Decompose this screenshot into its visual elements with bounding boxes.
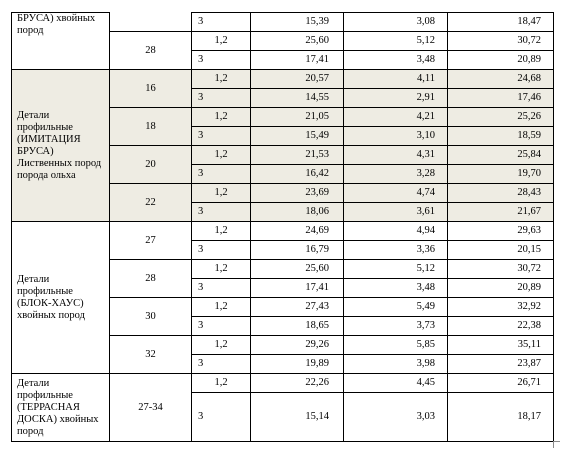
length-cell: 1,2: [192, 32, 251, 51]
price-cell: 16,42: [251, 165, 344, 184]
price-cell: 18,06: [251, 203, 344, 222]
price-cell: 15,14: [251, 393, 344, 442]
price-table: [11, 12, 554, 442]
vat-cell: 5,12: [344, 260, 448, 279]
price-cell: 21,05: [251, 108, 344, 127]
length-cell: 1,2: [192, 146, 251, 165]
length-cell: 3: [192, 203, 251, 222]
total-cell: 18,47: [448, 13, 554, 32]
price-cell: 21,53: [251, 146, 344, 165]
page-corner-mark: [553, 441, 560, 448]
price-cell: 15,49: [251, 127, 344, 146]
length-cell: 1,2: [192, 108, 251, 127]
vat-cell: 3,48: [344, 51, 448, 70]
vat-cell: 3,03: [344, 393, 448, 442]
price-cell: 22,26: [251, 374, 344, 393]
vat-cell: 3,08: [344, 13, 448, 32]
vat-cell: 3,73: [344, 317, 448, 336]
total-cell: 20,89: [448, 279, 554, 298]
length-cell: 3: [192, 165, 251, 184]
length-cell: 1,2: [192, 298, 251, 317]
vat-cell: 4,31: [344, 146, 448, 165]
thickness-cell: 27: [110, 222, 192, 260]
vat-cell: 4,11: [344, 70, 448, 89]
total-cell: 22,38: [448, 317, 554, 336]
thickness-cell: 32: [110, 336, 192, 374]
thickness-cell: 18: [110, 108, 192, 146]
thickness-cell: 20: [110, 146, 192, 184]
thickness-cell: [110, 13, 192, 32]
total-cell: 24,68: [448, 70, 554, 89]
total-cell: 17,46: [448, 89, 554, 108]
product-name-cell: Детали профильные (БЛОК-ХАУС) хвойных пород: [12, 222, 110, 374]
total-cell: 35,11: [448, 336, 554, 355]
total-cell: 20,15: [448, 241, 554, 260]
total-cell: 23,87: [448, 355, 554, 374]
thickness-cell: 28: [110, 32, 192, 70]
length-cell: 3: [192, 393, 251, 442]
price-cell: 25,60: [251, 32, 344, 51]
vat-cell: 3,28: [344, 165, 448, 184]
product-name-cell: Детали профильные (ИМИТАЦИЯ БРУСА) Лиственных пород породa ольха: [12, 70, 110, 222]
vat-cell: 4,45: [344, 374, 448, 393]
total-cell: 21,67: [448, 203, 554, 222]
length-cell: 3: [192, 241, 251, 260]
vat-cell: 5,49: [344, 298, 448, 317]
total-cell: 25,26: [448, 108, 554, 127]
total-cell: 20,89: [448, 51, 554, 70]
vat-cell: 4,74: [344, 184, 448, 203]
total-cell: 32,92: [448, 298, 554, 317]
vat-cell: 3,98: [344, 355, 448, 374]
price-cell: 14,55: [251, 89, 344, 108]
length-cell: 3: [192, 51, 251, 70]
thickness-cell: 27-34: [110, 374, 192, 442]
total-cell: 29,63: [448, 222, 554, 241]
length-cell: 1,2: [192, 260, 251, 279]
price-cell: 17,41: [251, 279, 344, 298]
length-cell: 3: [192, 355, 251, 374]
thickness-cell: 28: [110, 260, 192, 298]
length-cell: 1,2: [192, 70, 251, 89]
thickness-cell: 16: [110, 70, 192, 108]
price-cell: 23,69: [251, 184, 344, 203]
product-name-cell: БРУСА) хвойных пород: [12, 13, 110, 70]
length-cell: 3: [192, 317, 251, 336]
price-cell: 15,39: [251, 13, 344, 32]
length-cell: 1,2: [192, 336, 251, 355]
product-name-cell: Детали профильные (ТЕРРАСНАЯ ДОСКА) хвойных пород: [12, 374, 110, 442]
length-cell: 1,2: [192, 184, 251, 203]
length-cell: 3: [192, 127, 251, 146]
price-cell: 29,26: [251, 336, 344, 355]
total-cell: 30,72: [448, 260, 554, 279]
vat-cell: 4,94: [344, 222, 448, 241]
length-cell: 3: [192, 279, 251, 298]
thickness-cell: 30: [110, 298, 192, 336]
total-cell: 25,84: [448, 146, 554, 165]
vat-cell: 5,85: [344, 336, 448, 355]
price-cell: 19,89: [251, 355, 344, 374]
vat-cell: 3,10: [344, 127, 448, 146]
vat-cell: 2,91: [344, 89, 448, 108]
length-cell: 3: [192, 13, 251, 32]
total-cell: 28,43: [448, 184, 554, 203]
total-cell: 26,71: [448, 374, 554, 393]
price-cell: 27,43: [251, 298, 344, 317]
vat-cell: 4,21: [344, 108, 448, 127]
price-cell: 25,60: [251, 260, 344, 279]
vat-cell: 3,61: [344, 203, 448, 222]
vat-cell: 3,36: [344, 241, 448, 260]
vat-cell: 5,12: [344, 32, 448, 51]
length-cell: 3: [192, 89, 251, 108]
price-cell: 18,65: [251, 317, 344, 336]
length-cell: 1,2: [192, 374, 251, 393]
length-cell: 1,2: [192, 222, 251, 241]
total-cell: 18,17: [448, 393, 554, 442]
total-cell: 30,72: [448, 32, 554, 51]
price-cell: 16,79: [251, 241, 344, 260]
vat-cell: 3,48: [344, 279, 448, 298]
price-cell: 20,57: [251, 70, 344, 89]
price-cell: 24,69: [251, 222, 344, 241]
thickness-cell: 22: [110, 184, 192, 222]
price-cell: 17,41: [251, 51, 344, 70]
total-cell: 19,70: [448, 165, 554, 184]
total-cell: 18,59: [448, 127, 554, 146]
